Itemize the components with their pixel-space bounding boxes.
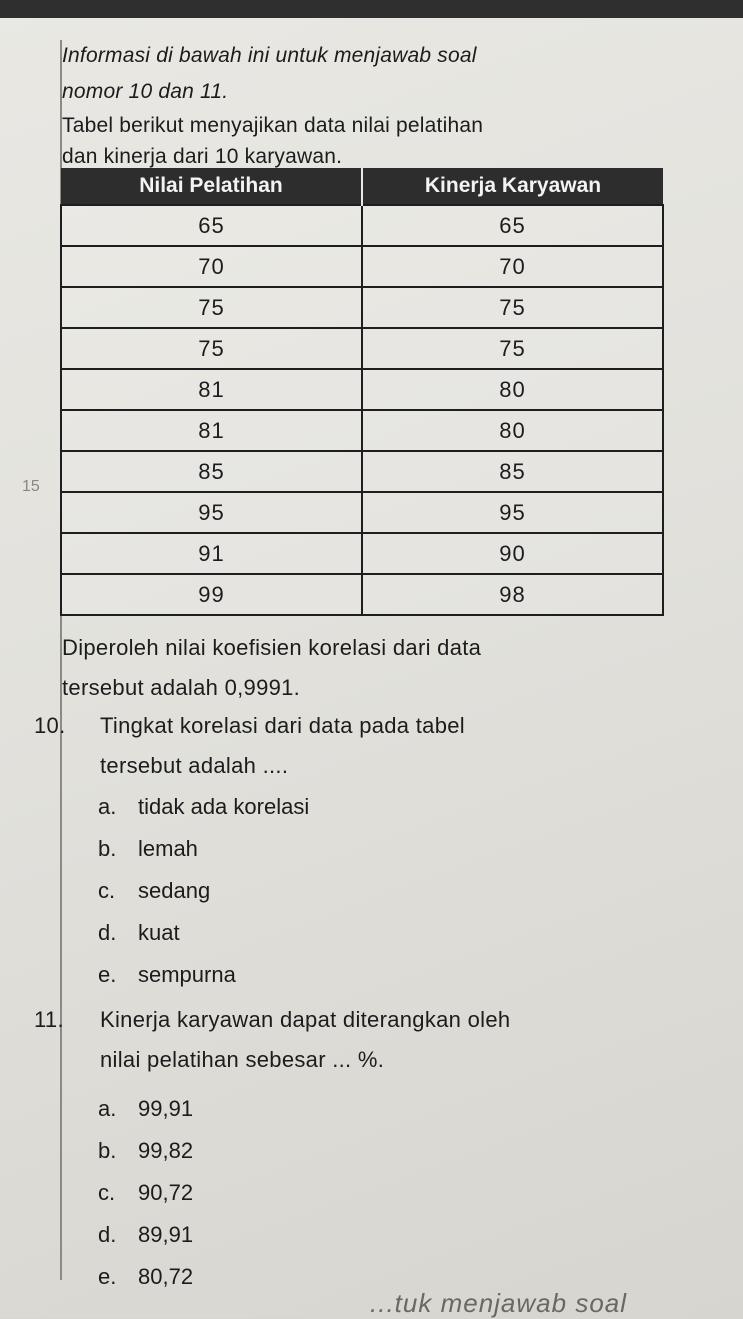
cell-nilai: 81 <box>61 369 362 410</box>
table-row <box>61 328 663 369</box>
option-text: 99,82 <box>138 1138 194 1163</box>
option-text: kuat <box>138 920 180 945</box>
cell-nilai: 85 <box>61 451 362 492</box>
cell-kinerja: 98 <box>362 574 663 615</box>
margin-number: 15 <box>22 478 40 495</box>
question-text <box>100 1000 720 1080</box>
cell-nilai: 75 <box>61 328 362 369</box>
table-row <box>61 369 663 410</box>
cell-nilai: 65 <box>61 205 362 246</box>
option-letter: e. <box>98 962 117 987</box>
option-letter: a. <box>98 1096 117 1121</box>
correlation-line-2: tersebut adalah 0,9991. <box>62 675 301 700</box>
question-text <box>100 706 720 786</box>
cell-nilai: 91 <box>61 533 362 574</box>
question-11-options <box>98 1088 598 1298</box>
option-text: sedang <box>138 878 211 903</box>
table-row <box>61 410 663 451</box>
cell-kinerja: 95 <box>362 492 663 533</box>
option-d[interactable] <box>98 912 598 954</box>
option-letter: d. <box>98 920 117 945</box>
header-kinerja-karyawan: Kinerja Karyawan <box>362 168 663 205</box>
intro-line-1: Informasi di bawah ini untuk menjawab soal <box>62 44 477 67</box>
option-letter: c. <box>98 878 116 903</box>
option-letter: b. <box>98 836 117 861</box>
option-e[interactable] <box>98 954 598 996</box>
table-row <box>61 574 663 615</box>
table-row <box>61 533 663 574</box>
page-top-edge <box>0 0 743 18</box>
correlation-line-1: Diperoleh nilai koefisien korelasi dari data <box>62 635 482 660</box>
question-line-1: Kinerja karyawan dapat diterangkan oleh <box>100 1007 511 1032</box>
table-row <box>61 287 663 328</box>
cell-kinerja: 75 <box>362 287 663 328</box>
cell-nilai: 70 <box>61 246 362 287</box>
question-line-2: tersebut adalah .... <box>100 753 289 778</box>
cell-nilai: 75 <box>61 287 362 328</box>
footer-fragment: ...tuk menjawab soal <box>370 1288 628 1318</box>
table-row <box>61 451 663 492</box>
cell-nilai: 99 <box>61 574 362 615</box>
option-a[interactable] <box>98 786 598 828</box>
option-text: lemah <box>138 836 198 861</box>
option-a[interactable] <box>98 1088 598 1130</box>
cell-nilai: 81 <box>61 410 362 451</box>
option-text: tidak ada korelasi <box>138 794 310 819</box>
option-letter: c. <box>98 1180 116 1205</box>
option-letter: e. <box>98 1264 117 1289</box>
question-10 <box>22 706 722 786</box>
cell-kinerja: 75 <box>362 328 663 369</box>
cell-kinerja: 80 <box>362 410 663 451</box>
option-text: sempurna <box>138 962 236 987</box>
option-b[interactable] <box>98 1130 598 1172</box>
intro-line-2: nomor 10 dan 11. <box>62 80 229 103</box>
table-row <box>61 246 663 287</box>
table-row <box>61 205 663 246</box>
header-nilai-pelatihan: Nilai Pelatihan <box>61 168 362 205</box>
option-d[interactable] <box>98 1214 598 1256</box>
description-line-2: dan kinerja dari 10 karyawan. <box>62 145 343 168</box>
option-c[interactable] <box>98 870 598 912</box>
cell-kinerja: 80 <box>362 369 663 410</box>
cell-nilai: 95 <box>61 492 362 533</box>
option-letter: a. <box>98 794 117 819</box>
option-text: 89,91 <box>138 1222 194 1247</box>
question-10-options <box>98 786 598 996</box>
description-line-1: Tabel berikut menyajikan data nilai pelatihan <box>62 114 484 137</box>
table-row <box>61 492 663 533</box>
correlation-statement <box>62 628 702 708</box>
question-number: 10. <box>34 713 66 738</box>
intro-instruction <box>62 38 722 110</box>
option-letter: b. <box>98 1138 117 1163</box>
cell-kinerja: 65 <box>362 205 663 246</box>
option-text: 99,91 <box>138 1096 194 1121</box>
question-line-1: Tingkat korelasi dari data pada tabel <box>100 713 465 738</box>
option-text: 90,72 <box>138 1180 194 1205</box>
cell-kinerja: 70 <box>362 246 663 287</box>
table-header-row <box>61 168 663 205</box>
table-description <box>62 110 722 172</box>
question-number: 11. <box>34 1007 64 1032</box>
cell-kinerja: 90 <box>362 533 663 574</box>
option-b[interactable] <box>98 828 598 870</box>
option-text: 80,72 <box>138 1264 194 1289</box>
option-c[interactable] <box>98 1172 598 1214</box>
data-table <box>60 168 664 616</box>
option-letter: d. <box>98 1222 117 1247</box>
cell-kinerja: 85 <box>362 451 663 492</box>
question-line-2: nilai pelatihan sebesar ... %. <box>100 1047 385 1072</box>
question-11 <box>22 1000 722 1080</box>
